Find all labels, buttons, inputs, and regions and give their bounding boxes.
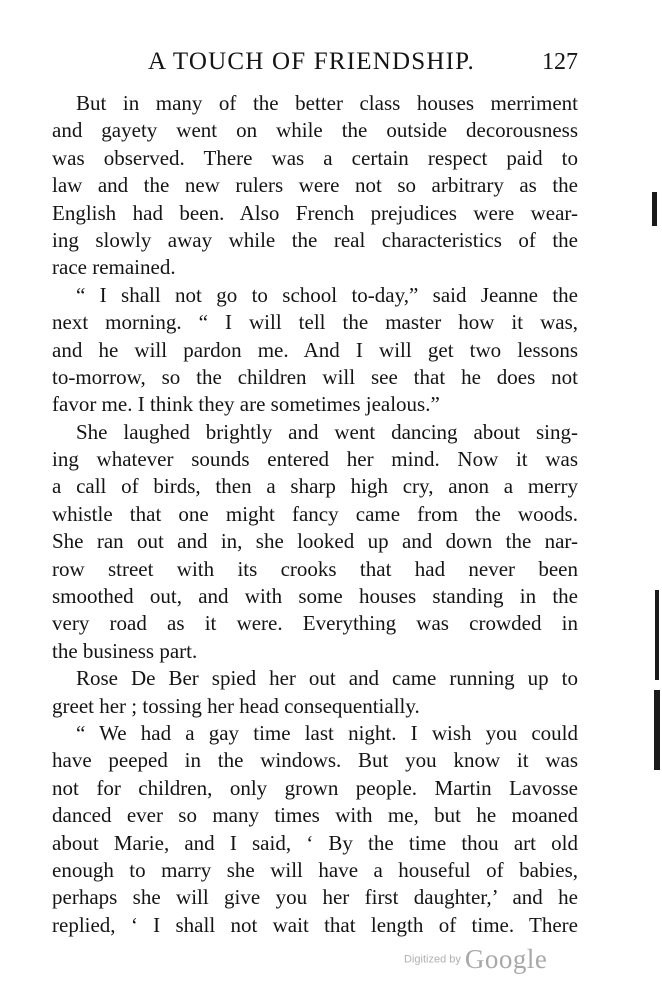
text-line: smoothed out, and with some houses standing in the (52, 584, 578, 609)
page-number: 127 (542, 49, 578, 75)
scan-edge-artifact (652, 192, 657, 226)
digitization-watermark (404, 944, 547, 984)
text-line: ing slowly away while the real characteristics of the (52, 227, 578, 252)
scan-edge-artifact (655, 590, 659, 680)
text-line: and he will pardon me. And I will get two lessons (52, 337, 578, 362)
text-line: “ We had a gay time last night. I wish you could (76, 720, 578, 745)
text-line: replied, ‘ I shall not wait that length of time. There (52, 912, 578, 937)
body-text (52, 90, 578, 939)
running-title: A TOUCH OF FRIENDSHIP. (148, 48, 475, 75)
text-line: race remained. (52, 255, 176, 280)
text-line: very road as it were. Everything was crowded in (52, 611, 578, 636)
text-line: ing whatever sounds entered her mind. Now it was (52, 447, 578, 472)
google-logo: Google (464, 944, 548, 974)
text-line: to-morrow, so the children will see that he does not (52, 364, 578, 389)
text-line: whistle that one might fancy came from the woods. (52, 501, 578, 526)
text-line: row street with its crooks that had never been (52, 556, 578, 581)
digitized-by-label: Digitized by (404, 953, 461, 966)
text-line: greet her ; tossing her head consequentially. (52, 693, 420, 718)
scan-edge-artifact (654, 690, 660, 770)
text-line: the business part. (52, 638, 198, 663)
text-line: not for children, only grown people. Martin Lavosse (52, 775, 578, 800)
text-line: about Marie, and I said, ‘ By the time thou art old (52, 830, 578, 855)
page-header (0, 42, 662, 82)
text-line: danced ever so many times with me, but he moaned (52, 803, 578, 828)
text-line: a call of birds, then a sharp high cry, anon a merry (52, 474, 578, 499)
text-line: and gayety went on while the outside decorousness (52, 118, 578, 143)
text-line: But in many of the better class houses merriment (76, 91, 578, 115)
text-line: law and the new rulers were not so arbitrary as the (52, 173, 578, 198)
text-line: English had been. Also French prejudices were wear- (52, 200, 578, 225)
text-line: perhaps she will give you her first daughter,’ and he (52, 885, 578, 910)
text-line: have peeped in the windows. But you know it was (52, 748, 578, 773)
text-line: next morning. “ I will tell the master how it was, (52, 310, 578, 335)
text-line: enough to marry she will have a houseful of babies, (52, 857, 578, 882)
text-line: favor me. I think they are sometimes jealous.” (52, 392, 440, 417)
text-line: was observed. There was a certain respect paid to (52, 145, 578, 170)
text-line: She laughed brightly and went dancing about sing- (76, 419, 578, 444)
text-line: She ran out and in, she looked up and down the nar- (52, 529, 578, 554)
text-line: “ I shall not go to school to-day,” said Jeanne the (76, 282, 578, 307)
text-line: Rose De Ber spied her out and came running up to (76, 666, 578, 691)
